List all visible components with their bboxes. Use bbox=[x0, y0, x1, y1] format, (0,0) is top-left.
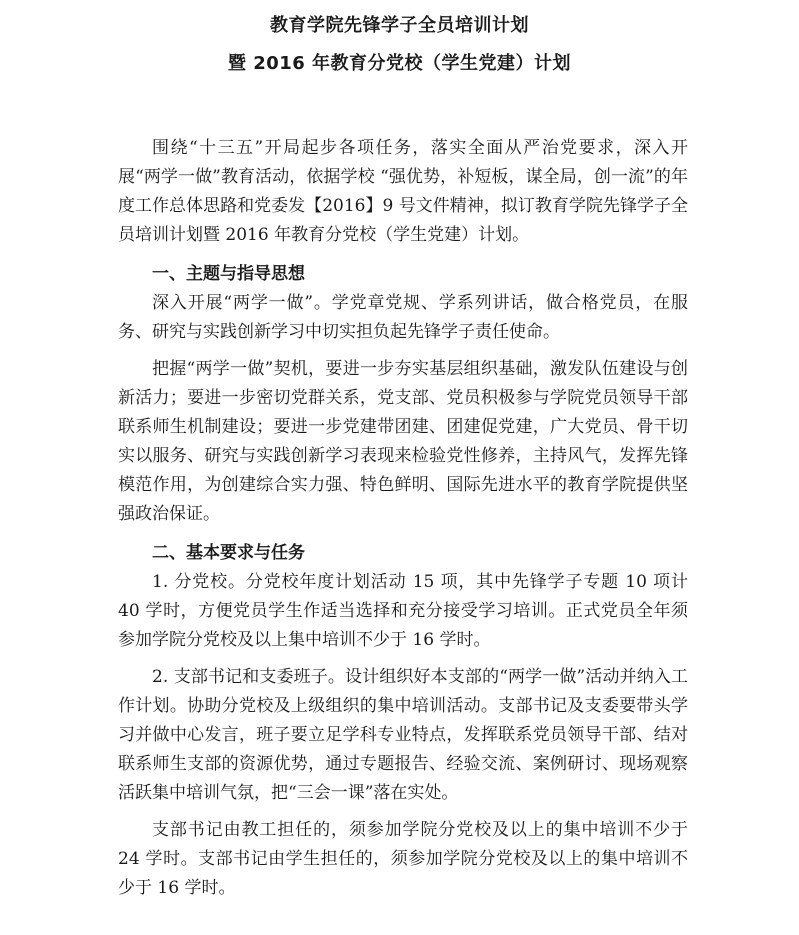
section1-paragraph-1: 深入开展“两学一做”。学党章党规、学系列讲话，做合格党员，在服务、研究与实践创新学习中切实担负起先锋学子责任使命。 bbox=[118, 293, 688, 342]
intro-paragraph: 围绕“十三五”开局起步各项任务，落实全面从严治党要求，深入开展“两学一做”教育活动，依据学校 “强优势，补短板，谋全局，创一流”的年度工作总体思路和党委发【2016】9 号文件精神，拟订教育学院先锋学子全员培训计划暨 2016 年教育分党校（学生党建）计划。 bbox=[118, 138, 688, 245]
section2-paragraph-2: 2. 支部书记和支委班子。设计组织好本支部的“两学一做”活动并纳入工作计划。协助分党校及上级组织的集中培训活动。支部书记及支委要带头学习并做中心发言，班子要立足学科专业特点，发挥联系党员领导干部、结对联系师生支部的资源优势，通过专题报告、经验交流、案例研讨、现场观察活跃集中培训气氛，把“三会一课”落在实处。 bbox=[118, 667, 688, 803]
section2-paragraph-3: 支部书记由教工担任的，须参加学院分党校及以上的集中培训不少于 24 学时。支部书记由学生担任的，须参加学院分党校及以上的集中培训不少于 16 学时。 bbox=[118, 820, 688, 898]
section1-heading: 一、主题与指导思想 bbox=[152, 264, 305, 284]
document-title-line1: 教育学院先锋学子全员培训计划 bbox=[270, 15, 529, 36]
section1-paragraph-2: 把握“两学一做”契机，要进一步夯实基层组织基础，激发队伍建设与创新活力；要进一步密切党群关系，党支部、党员积极参与学院党员领导干部联系师生机制建设；要进一步党建带团建、团建促党建，广大党员、骨干切实以服务、研究与实践创新学习表现来检验党性修养，主持风气，发挥先锋模范作用，为创建综合实力强、特色鲜明、国际先进水平的教育学院提供坚强政治保证。 bbox=[118, 359, 688, 524]
section2-heading: 二、基本要求与任务 bbox=[152, 543, 305, 563]
document-title-line2: 暨 2016 年教育分党校（学生党建）计划 bbox=[227, 53, 572, 74]
document-body bbox=[118, 134, 688, 903]
section2-paragraph-1: 1. 分党校。分党校年度计划活动 15 项，其中先锋学子专题 10 项计 40 学时，方便党员学生作适当选择和充分接受学习培训。正式党员全年须参加学院分党校及以上集中培训不少于 16 学时。 bbox=[118, 572, 688, 650]
